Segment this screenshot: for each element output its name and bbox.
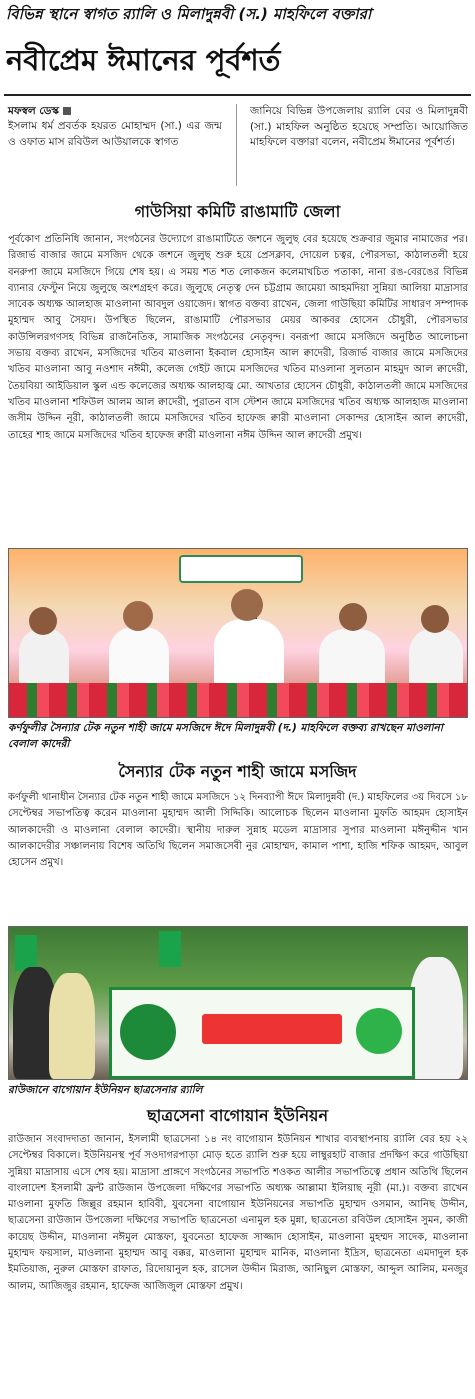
column-divider xyxy=(236,104,237,186)
stage-banner xyxy=(179,555,303,583)
photo-caption-rally: রাউজানে বাগোয়ান ইউনিয়ন ছাত্রসেনার র‍্যালি xyxy=(8,1084,203,1096)
person-head xyxy=(421,605,449,633)
section-title-sainyartek: সৈন্যার টেক নতুন শাহী জামে মসজিদ xyxy=(118,762,357,781)
flag-icon xyxy=(159,931,181,967)
intro-left-column: ইসলাম ধর্ম প্রবর্তক হযরত মোহাম্মদ (সা.) এর জন্ম ও ওফাত মাস রবিউল আউয়ালকে স্বাগত xyxy=(8,120,222,148)
photo-caption-mahfil: কর্ণফুলীর সৈন্যার টেক নতুন শাহী জামে মসজিদে ঈদে মিলাদুন্নবী (দ.) মাহফিলে বক্তব্য রাখছেন মাওলানা বেলাল কাদেরী xyxy=(8,722,443,750)
article-kicker: বিভিন্ন স্থানে স্বাগত র‍্যালি ও মিলাদুন্নবী (স.) মাহফিলে বক্তারা xyxy=(6,5,372,23)
rally-photo xyxy=(8,926,468,1080)
banner-logo-icon xyxy=(120,1004,176,1060)
intro-right-column: জানিয়ে বিভিন্ন উপজেলায় র‍্যালি বের ও মিলাদুন্নবী (সা.) মাহফিল অনুষ্ঠিত হয়েছে সম্প্রতি। আয়োজিত মাহফিলে বক্তারা বলেন, নবীপ্রেম ঈমানের পূর্বশর্ত। xyxy=(250,105,468,148)
person-figure xyxy=(49,973,95,1079)
square-bullet-icon xyxy=(63,107,71,115)
article-headline: নবীপ্রেম ঈমানের পূর্বশর্ত xyxy=(6,43,281,77)
person-figure xyxy=(319,629,385,689)
banner-emblem-icon xyxy=(356,1008,402,1054)
mahfil-stage-photo xyxy=(8,548,468,718)
person-figure xyxy=(19,629,69,689)
person-figure xyxy=(409,957,463,1079)
banner-title-block xyxy=(202,1014,342,1044)
section-title-bagoan: ছাত্রসেনা বাগোয়ান ইউনিয়ন xyxy=(146,1106,329,1125)
rally-banner xyxy=(109,987,415,1079)
person-figure xyxy=(409,629,463,689)
section-body-bagoan: রাউজান সংবাদদাতা জানান, ইসলামী ছাত্রসেনা ১৪ নং বাগোয়ান ইউনিয়ন শাখার ব্যবস্থাপনায় র‍্যালি বের হয় ২২ সেপ্টেম্বর বিকালে। ইউনিয়নস্থ পূর্ব সওদাগরপাড়া মোড় হতে র‍্যালি শুরু হয়ে লাম্বুরহাট বাজার প্রদক্ষিণ করে গাউছিয়া সুন্নিয়া মাদ্রাসায় এসে শেষ হয়। মাদ্রাসা প্রাঙ্গণে সংগঠনের সভাপতি শওকত আলীর সভাপতিত্বে প্রধান অতিথি ছিলেন বাংলাদেশ ইসলামী ফ্রন্ট রাউজান উপজেলা দক্ষিণের সভাপতি অধ্যক্ষ আল্লামা ইলিয়াছ নূরী (মা.)। বক্তব্য রাখেন মাওলানা মুফতি জিল্লুর রহমান হাবিবী, যুবসেনা বাগোয়ান ইউনিয়নের সভাপতি মুহাম্মদ ওসমান, আনিছ উদ্দীন, ছাত্রসেনা রাউজান উপজেলা দক্ষিণের সভাপতি ছাত্রনেতা এনামুল হক মুন্না, ছাত্রনেতা রবিউল হোসাইন সুমন, কাজী কায়েছ উদ্দীন, মাওলানা নঈমুল মোস্তফা, যুবনেতা হাফেজ সাজ্জাদ হোসাইন, মাওলানা মুহম্মদ সাদেক, মাওলানা মুহাম্মদ ফয়সাল, মাওলানা মুহাম্মদ আবু বক্কর, মাওলানা মুহাম্মদ মানিক, মাওলানা ইদ্রিস, ছাত্রনেতা এমদাদুল হক ইমতিয়াজ, নুরুল মোস্তফা রাফাত, রিদোয়ানুল হক, রাসেল উদ্দীন মিরাজ, আনিছুল মোস্তফা, আব্দুল আলিম, মনজুর আলম, আজিজুর রহমান, হাফেজ আজিজুল মোস্তফা প্রমুখ। xyxy=(8,1134,468,1292)
section-title-rangamati: গাউসিয়া কমিটি রাঙামাটি জেলা xyxy=(134,202,341,221)
section-body-sainyartek: কর্ণফুলী থানাধীন সৈন্যার টেক নতুন শাহী জামে মসজিদে ১২ দিনব্যাপী ঈদে মিলাদুন্নবী (দ.) মাহফিলের ৩য় দিবসে ১৮ সেপ্টেম্বর সভাপতিত্ব করেন মাওলানা মুহাম্মদ আলী সিদ্দিকি। আলোচক ছিলেন মাওলানা মুফতি আহমদ হোসাইন আলকাদেরী ও মাওলানা বেলাল কাদেরী। স্থানীয় দারুল সুন্নাহ মডেল মাদ্রাসার সুপার মাওলানা মঈনুদ্দীন খান আলকাদেরীর সঞ্চালনায় বিশেষ অতিথি ছিলেন সমাজসেবী নুর মোহাম্মদ, কামাল পাশা, হাজি শফিক আহমদ, আবুল হোসেন প্রমুখ। xyxy=(8,792,468,869)
headline-rule xyxy=(4,94,471,96)
flag-icon xyxy=(15,935,37,971)
person-head xyxy=(123,601,153,631)
person-head xyxy=(29,607,57,635)
speaker-figure xyxy=(214,619,284,689)
person-head xyxy=(339,603,367,631)
speaker-head xyxy=(231,589,263,621)
section-body-rangamati: পূর্বকোণ প্রতিনিধি জানান, সংগঠনের উদ্যোগে রাঙামাটিতে জশনে জুলুছ বের হয়েছে শুক্রবার জুমার নামাজের পর। রিজার্ভ বাজার জামে মসজিদ থেকে জশনে জুলুছ শুরু হয়ে প্রেসক্লাব, দোয়েল চত্বর, পৌরসভা, কাঠালতলী হয়ে বনরুপা জামে মসজিদে গিয়ে শেষ হয়। এ সময় শত শত লোকজন কলেমাখচিত পতাকা, নানা রঙ-বেরঙের বিভিন্ন ব্যানার ফেস্টুন নিয়ে জুলুছে অংশগ্রহণ করে। জুলুছে নেতৃত্ব দেন চট্টগ্রাম জামেয়া আহমদিয়া সুন্নিয়া আলিয়া মাদ্রাসার সাবেক অধ্যক্ষ আলহাজ মাওলানা আবদুল ওয়াজেদ। স্বাগত বক্তব্য রাখেন, জেলা গাউছিয়া কমিটির সাধারণ সম্পাদক মুহাম্মদ আবু সৈয়দ। উপস্থিত ছিলেন, রাঙামাটি পৌরসভার মেয়র আকবর হোসেন চৌধুরী, পৌরসভার কাউন্সিলরগণসহ বিভিন্ন রাজনৈতিক, সামাজিক সংগঠনের নেতৃবৃন্দ। বনরূপা জামে মসজিদে অনুষ্ঠিত আলোচনা সভায় বক্তব্য রাখেন, মসজিদের খতিব মাওলানা ইকবাল হোসাইন আল ক্বাদেরী, রিজার্ভ বাজার জামে মসজিদের খতিব মাওলানা আবু নওশাদ নঈমী, কলেজ গেইট জামে মসজিদের খতিব মাওলানা সুলতান মাহমুদ আল ক্বাদেরী, তৈয়বিয়া আইডিয়াল স্কুল এন্ড কলেজের অধ্যক্ষ আলহাজ্ব মো. আখতার হোসেন চৌধুরী, কাঠালতলী জামে মসজিদের খতিব মাওলানা শফিউল আলম আল ক্বাদেরী, পুরাতন বাস স্টেশন জামে মসজিদের খতিব অধ্যক্ষ আলহাজ মাওলানা জসীম উদ্দিন নূরী, কাঠালতলী জামে মসজিদের খতিব হাফেজ ক্বারী মাওলানা সেকান্দর হোসাইন আল ক্বাদেরী, তাহের শাহ জামে মসজিদের খতিব হাফেজ ক্বারী মাওলানা নঈম উদ্দিন আল ক্বাদেরী প্রমুখ। xyxy=(8,234,468,441)
person-figure xyxy=(109,627,169,689)
flower-decoration xyxy=(9,683,467,717)
desk-text: মফস্বল ডেস্ক xyxy=(8,105,59,117)
